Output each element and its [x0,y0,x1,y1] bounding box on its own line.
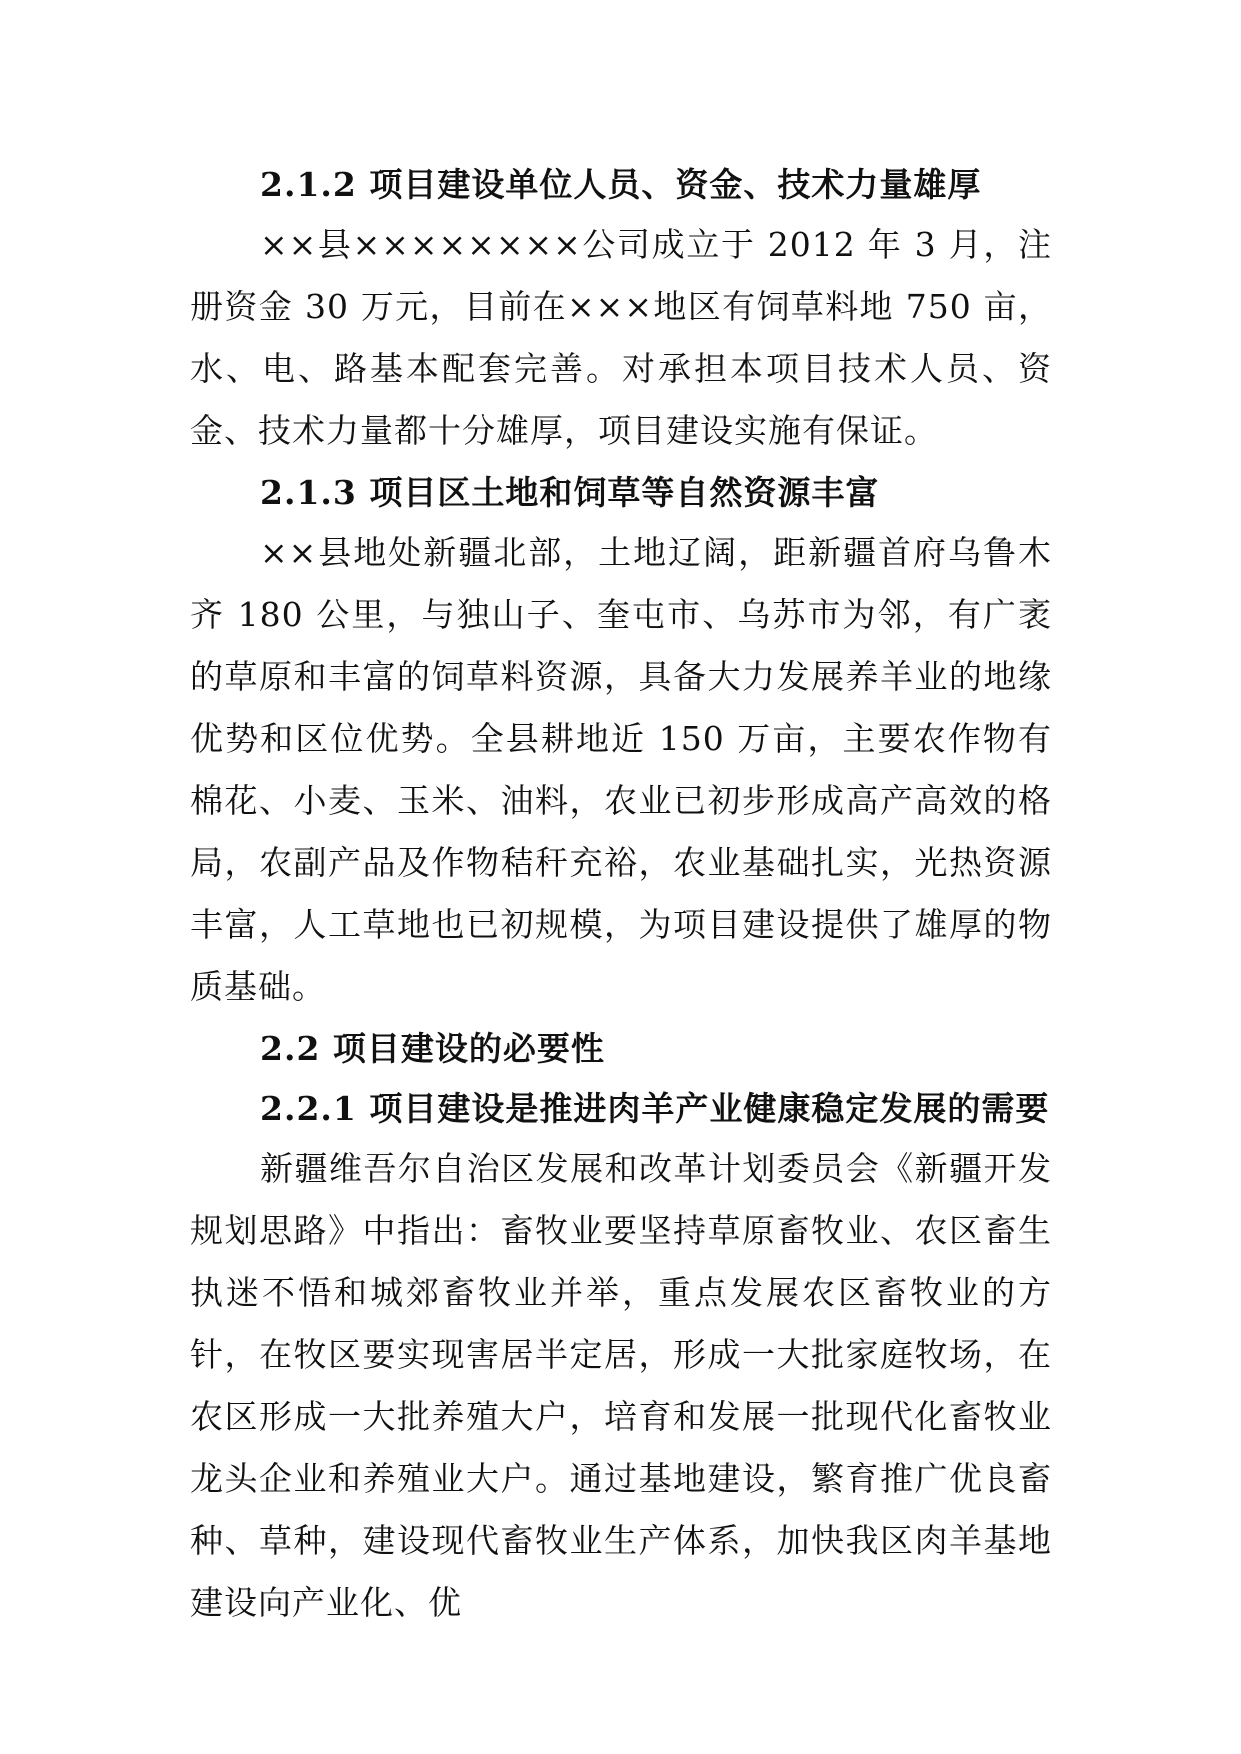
section-heading-2-2: 2.2 项目建设的必要性 [260,1029,605,1068]
section-paragraph-2-1-3: ××县地处新疆北部，土地辽阔，距新疆首府乌鲁木齐 180 公里，与独山子、奎屯市、乌苏市为邻，有广袤的草原和丰富的饲草料资源，具备大力发展养羊业的地缘优势和区位优势。全县耕地近 150 万亩，主要农作物有棉花、小麦、玉米、油料，农业已初步形成高产高效的格局，农副产品及作物秸秆充裕，农业基础扎实，光热资源丰富，人工草地也已初规模，为项目建设提供了雄厚的物质基础。 [190,533,1052,1006]
section-heading-2-1-2: 2.1.2 项目建设单位人员、资金、技术力量雄厚 [260,165,982,204]
section-heading-2-2-1: 2.2.1 项目建设是推进肉羊产业健康稳定发展的需要 [260,1089,1050,1128]
section-paragraph-2-2-1: 新疆维吾尔自治区发展和改革计划委员会《新疆开发规划思路》中指出：畜牧业要坚持草原畜牧业、农区畜生执迷不悟和城郊畜牧业并举，重点发展农区畜牧业的方针，在牧区要实现害居半定居，形成一大批家庭牧场，在农区形成一大批养殖大户，培育和发展一批现代化畜牧业龙头企业和养殖业大户。通过基地建设，繁育推广优良畜种、草种，建设现代畜牧业生产体系，加快我区肉羊基地建设向产业化、优 [190,1149,1052,1622]
document-body [190,154,1052,1634]
section-heading-2-1-3: 2.1.3 项目区土地和饲草等自然资源丰富 [260,473,880,512]
section-paragraph-2-1-2: ××县××××××××公司成立于 2012 年 3 月，注册资金 30 万元，目前在×××地区有饲草料地 750 亩，水、电、路基本配套完善。对承担本项目技术人员、资金、技术力量都十分雄厚，项目建设实施有保证。 [190,225,1052,450]
